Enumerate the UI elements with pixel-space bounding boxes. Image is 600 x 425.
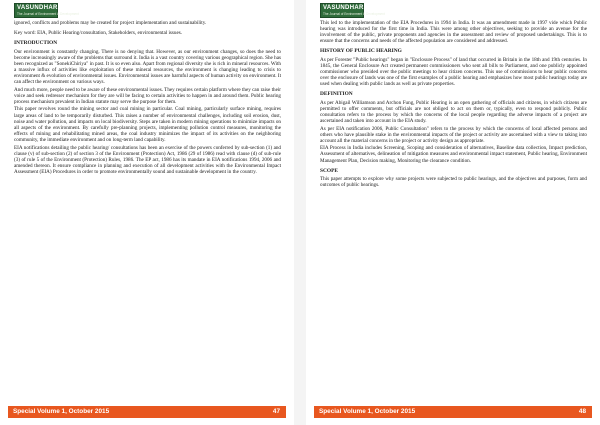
page-number: 48 (578, 408, 586, 415)
right-page (306, 0, 600, 425)
heading-history: HISTORY OF PUBLIC HEARING (320, 48, 402, 55)
paragraph: Our environment is constantly changing. There is no denying that. However, as our environment changes, so does the need to become increasingly aware of the problems that surround it. India is a vast country covering various geographical region. She has been recognized as "SonekiChiriya" in past. It is so even also. Apart from regional diversity she is rich in mineral resources. With a massive influx of activities like exploitation of these mineral resources, the environment is changing leading to crisis to environment & evolution of environmental issues. Environmental issues are harmful aspects of human activity on environment. It can affect the environment on various ways. (14, 48, 281, 86)
page-footer (8, 406, 286, 418)
left-page (0, 0, 294, 425)
journal-subtitle: The Journal of Environment & Development (17, 12, 79, 16)
journal-logo (320, 3, 385, 18)
paragraph: This paper revolves round the mining sector and coal mining in particular. Coal mining, particularly surface mining, requires large areas of land to be temporarily disturbed. This raises a number of environmental challenges, including soil erosion, dust, noise and water pollution, and impacts on local biodiversity. Steps are taken in modern mining operations to minimize impacts on all aspects of the environment. By carefully pre-planning projects, implementing pollution control measures, monitoring the effects of mining and rehabilitating mined areas, the coal industry minimizes the impact of its activities on the neighboring community, the immediate environment and on long-term land capability. (14, 106, 281, 143)
journal-subtitle: The Journal of Environment & Development (323, 12, 385, 16)
paragraph: As per Forester "Public hearings" began in "Enclosure Process" of land that occurred in Britain in the 18th and 19th centuries. In 1845, the General Enclosure Act created permanent commissioners who sent all bills to Parliament, and one publicly appointed commissioner who presided over the public meetings to hear citizen concerns. This use of commissions to hear public concerns over the enclosure of lands was one of the first examples of a public hearing and emphasizes how most public hearings today are used when dealing with public lands as well as private properties. (320, 56, 587, 88)
paragraph: EIA notifications detailing the public hearing/ consultations has been an exercise of the powers conferred by sub-section (1) and clause (v) of sub-section (2) of section 3 of the Environment (Protection) Act, 1986 (29 of 1986) read with clause (d) of sub-rule (3) of rule 5 of the Environment (Protection) Rules, 1986. The EP act, 1986 has its mandate in EIA notifications 1994, 2006 and amended thereon. It ensure compliance in planning and execution of all development activities with the Environmental Impact Assessment (EIA) Procedures in order to promote environmentally sound and sustainable development in the country. (14, 144, 281, 175)
right-body-text (320, 20, 587, 190)
paragraph: ignored, conflicts and problems may be created for project implementation and sustainability. (14, 20, 207, 26)
paragraph: And much more, people need to be aware of these environmental issues. They requires certain platform where they can raise their voice and seek redresser mechanism for they are will be facing to certain activities to happen in and around them. Public hearing process mechanism prevalent in Indian statute may serve the purpose for them. (14, 86, 281, 105)
keywords: Key word: EIA, Public Hearing/consultation, Stakeholders, environmental issues. (14, 30, 183, 37)
footer-volume: Special Volume 1, October 2015 (13, 408, 110, 415)
journal-logo (14, 3, 79, 18)
heading-introduction: INTRODUCTION (14, 40, 58, 47)
page-number: 47 (272, 408, 280, 415)
paragraph: This led to the implementation of the EIA Procedures in 1994 in India. It was an amendment made in 1997 vide which Public hearing was introduced for the first time in India. This were among other objectives, seeking to provide an avenue for the involvement of the public, private proponents and agencies in the assessment and review of proposed undertakings. This is to ensure that the concerns and needs of the affected population are considered and addressed. (320, 20, 587, 45)
left-body-text (14, 20, 281, 176)
footer-volume: Special Volume 1, October 2015 (319, 408, 416, 415)
heading-scope: SCOPE (320, 167, 338, 174)
page-gutter (294, 0, 306, 425)
page-footer (314, 406, 592, 418)
paragraph: As per EIA notification 2006, Public Consultation" refers to the process by which the concerns of local affected persons and others who have plausible stake in the environmental impacts of the project or activity are ascertained with a view to taking into account all the material concerns in the project or activity design as appropriate. (320, 125, 587, 144)
paragraph: EIA Process in India includes Screening, Scoping and consideration of alternatives, Baseline data collection, Impact prediction, Assessment of alternatives, delineation of mitigation measures and environmental impact statement, Public hearing, Environment Management Plan, Decision making, Monitoring the clearance condition. (320, 145, 587, 164)
paragraph: This paper attempts to explore why some projects were subjected to public hearings, and the objectives and purposes, form and outcomes of public hearings. (320, 176, 587, 189)
heading-definition: DEFINITION (320, 91, 353, 98)
journal-name: VASUNDHARA (17, 5, 63, 11)
journal-name: VASUNDHARA (323, 5, 369, 11)
paragraph: As per Abigail Williamson and Archon Fung, Public Hearing is an open gathering of officials and citizens, in which citizens are permitted to offer comments, but officials are not obliged to act on them or, typically, even to respond publicly. Public consultation refers to the process by which the concerns of the local people regarding the adverse impacts of a project are ascertained and taken into account in the EIA study. (320, 99, 587, 124)
